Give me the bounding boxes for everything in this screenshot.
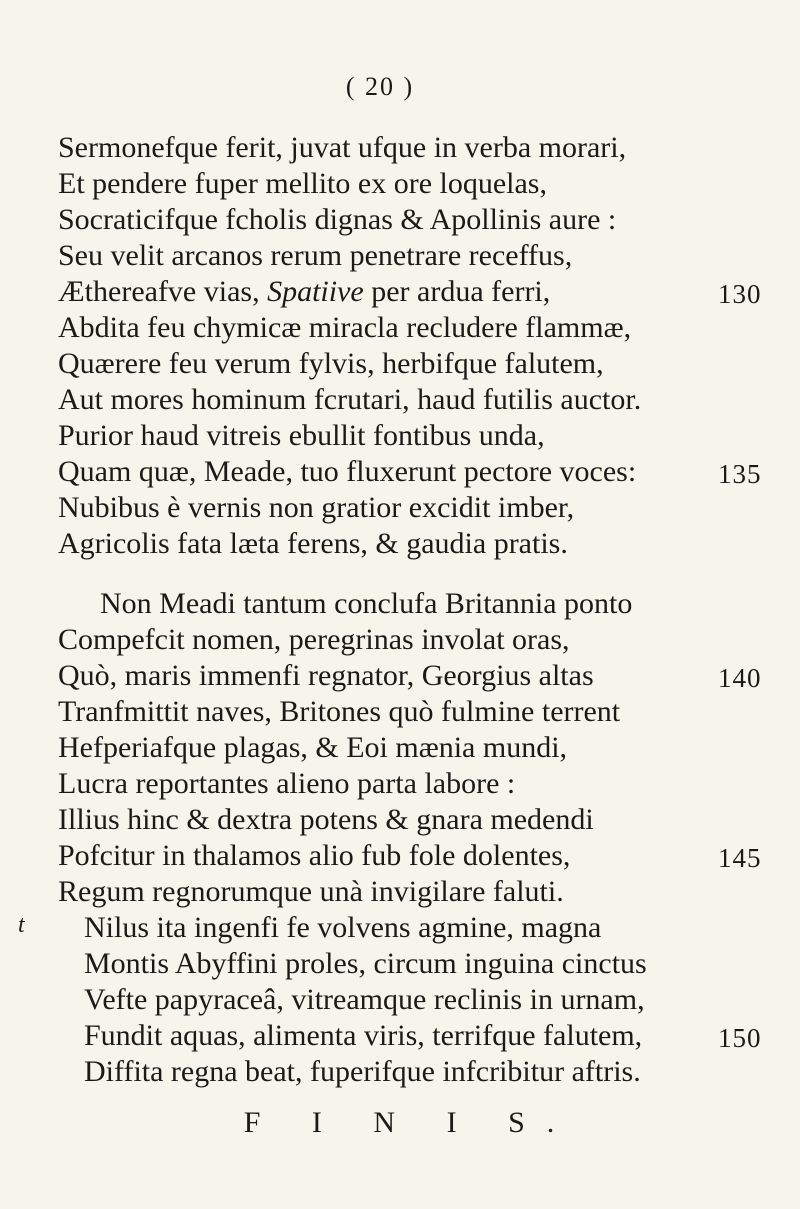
verse-line: Socraticifque fcholis dignas & Apollinis aure : bbox=[58, 203, 617, 236]
verse-line: Seu velit arcanos rerum penetrare receffus, bbox=[58, 239, 573, 272]
verse-line: Vefte papyraceâ, vitreamque reclinis in urnam, bbox=[84, 983, 645, 1016]
verse-line: Diffita regna beat, fuperifque infcribitur aftris. bbox=[84, 1055, 641, 1088]
verse-line: Aut mores hominum fcrutari, haud futilis auctor. bbox=[58, 383, 642, 416]
verse-line: Nilus ita ingenfi fe volvens agmine, magna bbox=[84, 911, 602, 944]
verse-line: Montis Abyffini proles, circum inguina cinctus bbox=[84, 947, 647, 980]
verse-line: Agricolis fata læta ferens, & gaudia pratis. bbox=[58, 527, 568, 560]
margin-mark: t bbox=[18, 912, 25, 938]
verse-line: Compefcit nomen, peregrinas involat oras, bbox=[58, 623, 570, 656]
verse-line: Sermonefque ferit, juvat ufque in verba morari, bbox=[58, 131, 627, 164]
verse-line: Illius hinc & dextra potens & gnara medendi bbox=[58, 803, 594, 836]
verse-line: Hefperiafque plagas, & Eoi mænia mundi, bbox=[58, 731, 568, 764]
line-number: 140 bbox=[718, 663, 762, 693]
verse-line: Quærere feu verum fylvis, herbifque falutem, bbox=[58, 347, 604, 380]
verse-line: Et pendere fuper mellito ex ore loquelas, bbox=[58, 167, 547, 200]
verse-line: Regum regnorumque unà invigilare faluti. bbox=[58, 875, 564, 908]
line-number: 135 bbox=[718, 459, 762, 489]
page-number: ( 20 ) bbox=[345, 72, 415, 101]
verse-text: per ardua ferri, bbox=[363, 275, 551, 308]
line-number: 130 bbox=[718, 279, 762, 309]
line-number: 150 bbox=[718, 1023, 762, 1053]
line-number: 145 bbox=[718, 843, 762, 873]
verse-line: Abdita feu chymicæ miracla recludere flammæ, bbox=[58, 311, 632, 344]
finis-heading: F I N I S. bbox=[243, 1106, 577, 1139]
verse-line: Quam quæ, Meade, tuo fluxerunt pectore voces: bbox=[58, 455, 637, 488]
verse-line: Non Meadi tantum conclufa Britannia ponto bbox=[100, 587, 633, 620]
verse-italic-word: Spatiive bbox=[267, 275, 364, 308]
verse-line: Purior haud vitreis ebullit fontibus unda, bbox=[58, 419, 545, 452]
verse-line: Fundit aquas, alimenta viris, terrifque falutem, bbox=[84, 1019, 643, 1052]
verse-line: Quò, maris immenfi regnator, Georgius altas bbox=[58, 659, 594, 692]
verse-line: Tranfmittit naves, Britones quò fulmine terrent bbox=[58, 695, 621, 728]
verse-line: Pofcitur in thalamos alio fub fole dolentes, bbox=[58, 839, 571, 872]
verse-text: Æthereafve vias, bbox=[58, 275, 268, 308]
verse-line: Nubibus è vernis non gratior excidit imber, bbox=[58, 491, 575, 524]
verse-line: Lucra reportantes alieno parta labore : bbox=[58, 767, 516, 800]
verse-line bbox=[58, 274, 550, 310]
